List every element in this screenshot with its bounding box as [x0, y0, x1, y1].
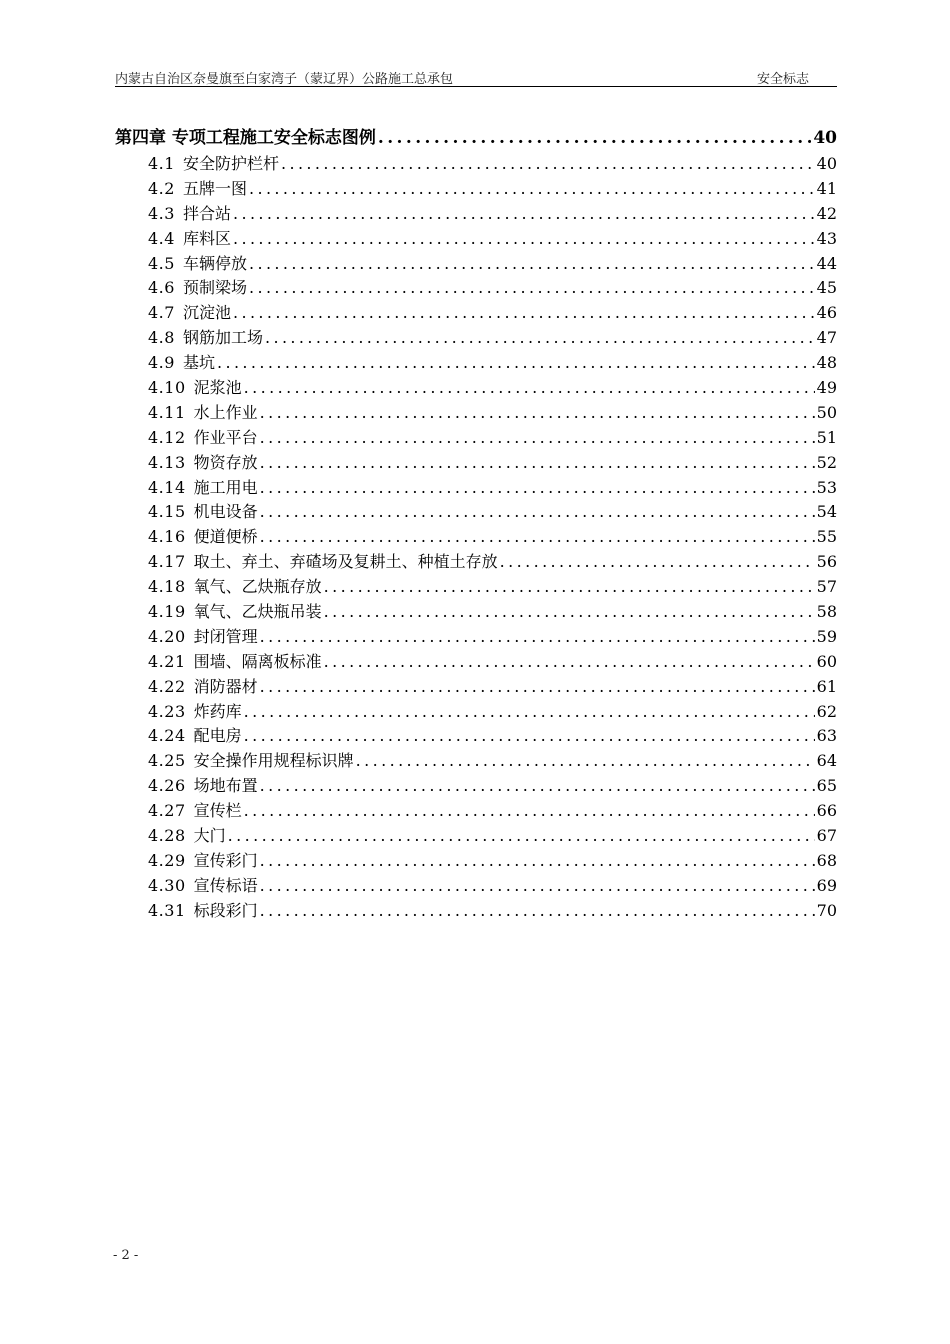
toc-section-page: 60 [816, 651, 837, 671]
toc-leader-dots [324, 650, 815, 675]
toc-section-page: 63 [816, 726, 837, 746]
toc-leader-dots [265, 326, 815, 351]
toc-leader-dots [260, 774, 815, 799]
toc-section-number: 4.10 [148, 378, 186, 398]
toc-section-title: 泥浆池 [193, 378, 242, 398]
toc-section-title: 施工用电 [193, 477, 258, 497]
toc-section-page: 46 [816, 303, 837, 323]
toc-section-page: 44 [816, 253, 837, 273]
toc-leader-dots [260, 899, 815, 924]
toc-section-title: 宣传栏 [193, 801, 242, 821]
toc-section-entry[interactable] [115, 426, 837, 451]
toc-section-entry[interactable] [115, 376, 837, 401]
toc-leader-dots [244, 799, 815, 824]
toc-section-page: 43 [816, 228, 837, 248]
toc-section-entry[interactable] [115, 724, 837, 749]
toc-section-entry[interactable] [115, 351, 837, 376]
toc-section-number: 4.17 [148, 552, 186, 572]
toc-section-number: 4.7 [148, 303, 175, 323]
toc-leader-dots [378, 125, 811, 152]
toc-leader-dots [260, 874, 815, 899]
toc-section-entry[interactable] [115, 401, 837, 426]
toc-leader-dots [260, 451, 815, 476]
toc-leader-dots [324, 600, 815, 625]
toc-section-page: 67 [816, 826, 837, 846]
page-header [115, 66, 837, 87]
toc-section-entry[interactable] [115, 252, 837, 277]
toc-section-entry[interactable] [115, 749, 837, 774]
toc-section-number: 4.25 [148, 751, 186, 771]
toc-leader-dots [228, 824, 815, 849]
toc-section-title: 场地布置 [193, 776, 258, 796]
toc-section-title: 配电房 [193, 726, 242, 746]
toc-section-number: 4.23 [148, 701, 186, 721]
toc-leader-dots [281, 152, 815, 177]
toc-section-number: 4.6 [148, 278, 175, 298]
toc-section-title: 取土、弃土、弃碴场及复耕土、种植土存放 [193, 552, 498, 572]
toc-section-number: 4.1 [148, 154, 175, 173]
toc-section-title: 车辆停放 [182, 253, 247, 273]
toc-section-page: 61 [816, 676, 837, 696]
toc-section-title: 氧气、乙炔瓶存放 [193, 577, 322, 597]
toc-section-title: 基坑 [182, 353, 215, 373]
toc-section-title: 作业平台 [193, 427, 258, 447]
toc-section-page: 65 [816, 776, 837, 796]
toc-section-entry[interactable] [115, 202, 837, 227]
toc-section-title: 封闭管理 [193, 626, 258, 646]
toc-leader-dots [260, 525, 815, 550]
toc-section-entry[interactable] [115, 799, 837, 824]
table-of-contents [115, 125, 837, 924]
toc-section-number: 4.28 [148, 826, 186, 846]
toc-section-number: 4.21 [148, 651, 186, 671]
toc-section-entry[interactable] [115, 451, 837, 476]
toc-section-number: 4.19 [148, 602, 186, 622]
toc-section-title: 拌合站 [182, 203, 231, 223]
toc-section-title: 沉淀池 [182, 303, 231, 323]
toc-leader-dots [356, 749, 815, 774]
toc-section-page: 69 [816, 875, 837, 895]
toc-section-entry[interactable] [115, 152, 837, 177]
toc-leader-dots [260, 625, 815, 650]
toc-leader-dots [249, 276, 815, 301]
toc-section-number: 4.14 [148, 477, 186, 497]
toc-section-number: 4.13 [148, 452, 186, 472]
toc-leader-dots [260, 426, 815, 451]
toc-section-entry[interactable] [115, 301, 837, 326]
toc-section-page: 57 [816, 577, 837, 597]
toc-section-number: 4.11 [148, 402, 186, 422]
toc-leader-dots [217, 351, 815, 376]
toc-section-number: 4.22 [148, 676, 186, 696]
toc-section-number: 4.18 [148, 577, 186, 597]
toc-section-entry[interactable] [115, 525, 837, 550]
toc-chapter-entry[interactable] [115, 125, 837, 152]
toc-section-entry[interactable] [115, 899, 837, 924]
toc-section-page: 66 [816, 801, 837, 821]
toc-section-entry[interactable] [115, 650, 837, 675]
toc-section-entry[interactable] [115, 476, 837, 501]
toc-section-page: 42 [816, 203, 837, 223]
toc-section-page: 68 [816, 850, 837, 870]
toc-section-title: 围墙、隔离板标准 [193, 651, 322, 671]
toc-section-number: 4.15 [148, 502, 186, 522]
toc-section-title: 物资存放 [193, 452, 258, 472]
toc-section-page: 54 [816, 502, 837, 522]
toc-section-entry[interactable] [115, 600, 837, 625]
toc-section-number: 4.8 [148, 328, 175, 348]
toc-section-page: 53 [816, 477, 837, 497]
toc-section-title: 炸药库 [193, 701, 242, 721]
toc-leader-dots [244, 700, 815, 725]
toc-section-title: 安全操作用规程标识牌 [193, 751, 354, 771]
toc-section-page: 52 [816, 452, 837, 472]
header-section-title: 安全标志 [756, 72, 809, 87]
toc-section-number: 4.4 [148, 228, 175, 248]
toc-section-number: 4.2 [148, 178, 175, 198]
toc-section-title: 五牌一图 [182, 178, 247, 198]
toc-section-page: 41 [816, 178, 837, 198]
toc-chapter-title: 第四章 专项工程施工安全标志图例 [115, 128, 376, 148]
toc-section-number: 4.16 [148, 527, 186, 547]
toc-section-entry[interactable] [115, 625, 837, 650]
header-document-title: 内蒙古自治区奈曼旗至白家湾子（蒙辽界）公路施工总承包 [115, 72, 454, 87]
toc-section-page: 48 [816, 353, 837, 373]
toc-section-number: 4.12 [148, 427, 186, 447]
toc-leader-dots [260, 849, 815, 874]
toc-section-title: 安全防护栏杆 [182, 154, 279, 173]
toc-leader-dots [260, 401, 815, 426]
toc-section-page: 47 [816, 328, 837, 348]
toc-section-entry[interactable] [115, 276, 837, 301]
toc-section-number: 4.3 [148, 203, 175, 223]
toc-section-entry[interactable] [115, 824, 837, 849]
toc-section-entry[interactable] [115, 550, 837, 575]
toc-section-page: 55 [816, 527, 837, 547]
toc-section-title: 机电设备 [193, 502, 258, 522]
toc-section-title: 钢筋加工场 [182, 328, 263, 348]
toc-leader-dots [244, 376, 815, 401]
toc-section-number: 4.24 [148, 726, 186, 746]
toc-section-page: 70 [816, 900, 837, 920]
toc-leader-dots [233, 301, 815, 326]
toc-section-page: 45 [816, 278, 837, 298]
toc-section-entry[interactable] [115, 675, 837, 700]
toc-section-title: 库料区 [182, 228, 231, 248]
toc-section-title: 标段彩门 [193, 900, 258, 920]
toc-section-number: 4.5 [148, 253, 175, 273]
toc-section-number: 4.27 [148, 801, 186, 821]
toc-section-page: 59 [816, 626, 837, 646]
toc-section-page: 51 [816, 427, 837, 447]
toc-leader-dots [324, 575, 815, 600]
toc-leader-dots [260, 500, 815, 525]
toc-leader-dots [249, 252, 815, 277]
toc-section-page: 56 [816, 552, 837, 572]
toc-section-title: 预制梁场 [182, 278, 247, 298]
toc-section-page: 64 [816, 751, 837, 771]
toc-section-number: 4.30 [148, 875, 186, 895]
toc-leader-dots [260, 476, 815, 501]
toc-section-title: 消防器材 [193, 676, 258, 696]
toc-section-title: 宣传标语 [193, 875, 258, 895]
toc-section-entry[interactable] [115, 849, 837, 874]
toc-section-number: 4.20 [148, 626, 186, 646]
toc-section-entry[interactable] [115, 575, 837, 600]
toc-leader-dots [244, 724, 815, 749]
page-number: - 2 - [113, 1248, 139, 1263]
toc-section-entry[interactable] [115, 774, 837, 799]
toc-section-entry[interactable] [115, 500, 837, 525]
toc-section-title: 水上作业 [193, 402, 258, 422]
toc-section-page: 58 [816, 602, 837, 622]
toc-leader-dots [233, 227, 815, 252]
toc-leader-dots [233, 202, 815, 227]
toc-section-entry[interactable] [115, 700, 837, 725]
toc-section-entry[interactable] [115, 177, 837, 202]
toc-section-entry[interactable] [115, 227, 837, 252]
toc-section-page: 49 [816, 378, 837, 398]
toc-leader-dots [249, 177, 815, 202]
toc-section-title: 大门 [193, 826, 226, 846]
toc-section-title: 宣传彩门 [193, 850, 258, 870]
toc-section-page: 40 [816, 154, 837, 173]
toc-section-number: 4.31 [148, 900, 186, 920]
toc-leader-dots [500, 550, 815, 575]
toc-section-entry[interactable] [115, 326, 837, 351]
toc-section-number: 4.9 [148, 353, 175, 373]
toc-section-entry[interactable] [115, 874, 837, 899]
toc-section-title: 便道便桥 [193, 527, 258, 547]
toc-chapter-page: 40 [813, 128, 837, 148]
toc-section-title: 氧气、乙炔瓶吊装 [193, 602, 322, 622]
toc-section-page: 62 [816, 701, 837, 721]
toc-section-number: 4.26 [148, 776, 186, 796]
toc-leader-dots [260, 675, 815, 700]
toc-section-number: 4.29 [148, 850, 186, 870]
toc-section-list [115, 152, 837, 924]
toc-section-page: 50 [816, 402, 837, 422]
